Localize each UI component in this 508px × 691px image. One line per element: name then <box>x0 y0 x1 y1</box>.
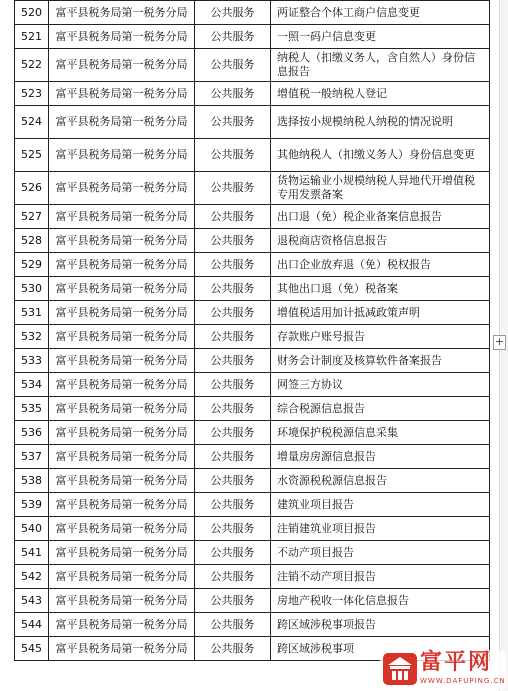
table-row <box>15 397 490 421</box>
row-number: 521 <box>15 25 49 49</box>
table-row <box>15 277 490 301</box>
row-item: 注销不动产项目报告 <box>271 565 490 589</box>
row-category: 公共服务 <box>195 49 271 82</box>
row-organization: 富平县税务局第一税务分局 <box>49 565 195 589</box>
row-category: 公共服务 <box>195 229 271 253</box>
row-number: 526 <box>15 172 49 205</box>
table-row <box>15 172 490 205</box>
row-number: 538 <box>15 469 49 493</box>
row-item: 综合税源信息报告 <box>271 397 490 421</box>
row-number: 527 <box>15 205 49 229</box>
table-row <box>15 493 490 517</box>
row-item: 跨区域涉税事项 <box>271 637 490 661</box>
row-number: 525 <box>15 139 49 172</box>
table-row <box>15 421 490 445</box>
row-item: 两证整合个体工商户信息变更 <box>271 1 490 25</box>
row-number: 531 <box>15 301 49 325</box>
row-item: 财务会计制度及核算软件备案报告 <box>271 349 490 373</box>
row-number: 539 <box>15 493 49 517</box>
row-number: 530 <box>15 277 49 301</box>
table-row <box>15 82 490 106</box>
row-organization: 富平县税务局第一税务分局 <box>49 349 195 373</box>
row-category: 公共服务 <box>195 301 271 325</box>
row-organization: 富平县税务局第一税务分局 <box>49 373 195 397</box>
row-item: 跨区域涉税事项报告 <box>271 613 490 637</box>
row-category: 公共服务 <box>195 82 271 106</box>
row-category: 公共服务 <box>195 373 271 397</box>
row-item: 注销建筑业项目报告 <box>271 517 490 541</box>
row-item: 选择按小规模纳税人纳税的情况说明 <box>271 106 490 139</box>
row-organization: 富平县税务局第一税务分局 <box>49 25 195 49</box>
watermark-site-name: 富平网 <box>420 650 493 675</box>
row-organization: 富平县税务局第一税务分局 <box>49 139 195 172</box>
row-organization: 富平县税务局第一税务分局 <box>49 229 195 253</box>
table-row <box>15 613 490 637</box>
services-table-body <box>15 1 490 661</box>
row-organization: 富平县税务局第一税务分局 <box>49 397 195 421</box>
watermark-site-url: WWW.DAFUPING.CN <box>420 677 506 685</box>
row-category: 公共服务 <box>195 541 271 565</box>
row-item: 房地产税收一体化信息报告 <box>271 589 490 613</box>
table-row <box>15 301 490 325</box>
row-number: 532 <box>15 325 49 349</box>
row-category: 公共服务 <box>195 205 271 229</box>
row-organization: 富平县税务局第一税务分局 <box>49 469 195 493</box>
row-number: 542 <box>15 565 49 589</box>
row-organization: 富平县税务局第一税务分局 <box>49 541 195 565</box>
row-item: 增值税适用加计抵减政策声明 <box>271 301 490 325</box>
row-category: 公共服务 <box>195 517 271 541</box>
table-row <box>15 1 490 25</box>
row-number: 522 <box>15 49 49 82</box>
row-item: 网签三方协议 <box>271 373 490 397</box>
table-row <box>15 49 490 82</box>
row-number: 535 <box>15 397 49 421</box>
row-organization: 富平县税务局第一税务分局 <box>49 493 195 517</box>
row-organization: 富平县税务局第一税务分局 <box>49 253 195 277</box>
row-number: 540 <box>15 517 49 541</box>
table-row <box>15 253 490 277</box>
services-table <box>14 0 490 661</box>
row-item: 增量房房源信息报告 <box>271 445 490 469</box>
row-organization: 富平县税务局第一税务分局 <box>49 445 195 469</box>
row-item: 纳税人（扣缴义务人，含自然人）身份信息报告 <box>271 49 490 82</box>
row-category: 公共服务 <box>195 589 271 613</box>
row-number: 536 <box>15 421 49 445</box>
row-category: 公共服务 <box>195 106 271 139</box>
row-category: 公共服务 <box>195 349 271 373</box>
table-row <box>15 565 490 589</box>
row-item: 存款账户账号报告 <box>271 325 490 349</box>
row-category: 公共服务 <box>195 277 271 301</box>
row-category: 公共服务 <box>195 493 271 517</box>
row-organization: 富平县税务局第一税务分局 <box>49 205 195 229</box>
row-category: 公共服务 <box>195 139 271 172</box>
row-organization: 富平县税务局第一税务分局 <box>49 613 195 637</box>
row-item: 出口企业放弃退（免）税权报告 <box>271 253 490 277</box>
row-number: 523 <box>15 82 49 106</box>
row-item: 退税商店资格信息报告 <box>271 229 490 253</box>
row-item: 增值税一般纳税人登记 <box>271 82 490 106</box>
table-row <box>15 469 490 493</box>
row-number: 524 <box>15 106 49 139</box>
table-row <box>15 325 490 349</box>
row-item: 建筑业项目报告 <box>271 493 490 517</box>
row-category: 公共服务 <box>195 25 271 49</box>
row-organization: 富平县税务局第一税务分局 <box>49 325 195 349</box>
row-organization: 富平县税务局第一税务分局 <box>49 637 195 661</box>
row-item: 其他纳税人（扣缴义务人）身份信息变更 <box>271 139 490 172</box>
row-category: 公共服务 <box>195 325 271 349</box>
row-item: 其他出口退（免）税备案 <box>271 277 490 301</box>
table-row <box>15 205 490 229</box>
row-number: 533 <box>15 349 49 373</box>
row-number: 543 <box>15 589 49 613</box>
row-organization: 富平县税务局第一税务分局 <box>49 106 195 139</box>
row-number: 537 <box>15 445 49 469</box>
row-organization: 富平县税务局第一税务分局 <box>49 277 195 301</box>
row-organization: 富平县税务局第一税务分局 <box>49 82 195 106</box>
row-number: 528 <box>15 229 49 253</box>
row-number: 541 <box>15 541 49 565</box>
row-number: 529 <box>15 253 49 277</box>
row-category: 公共服务 <box>195 469 271 493</box>
table-row <box>15 541 490 565</box>
row-organization: 富平县税务局第一税务分局 <box>49 589 195 613</box>
row-category: 公共服务 <box>195 637 271 661</box>
table-row <box>15 445 490 469</box>
row-organization: 富平县税务局第一税务分局 <box>49 1 195 25</box>
row-organization: 富平县税务局第一税务分局 <box>49 421 195 445</box>
table-row <box>15 139 490 172</box>
row-item: 环境保护税税源信息采集 <box>271 421 490 445</box>
row-number: 544 <box>15 613 49 637</box>
row-item: 不动产项目报告 <box>271 541 490 565</box>
row-organization: 富平县税务局第一税务分局 <box>49 517 195 541</box>
table-row <box>15 373 490 397</box>
row-number: 534 <box>15 373 49 397</box>
table-row <box>15 106 490 139</box>
table-row <box>15 349 490 373</box>
table-row <box>15 25 490 49</box>
row-organization: 富平县税务局第一税务分局 <box>49 301 195 325</box>
row-item: 一照一码户信息变更 <box>271 25 490 49</box>
row-item: 出口退（免）税企业备案信息报告 <box>271 205 490 229</box>
row-item: 货物运输业小规模纳税人异地代开增值税专用发票备案 <box>271 172 490 205</box>
table-row <box>15 589 490 613</box>
row-category: 公共服务 <box>195 421 271 445</box>
row-category: 公共服务 <box>195 1 271 25</box>
watermark <box>380 650 506 690</box>
row-item: 水资源税税源信息报告 <box>271 469 490 493</box>
row-category: 公共服务 <box>195 253 271 277</box>
row-category: 公共服务 <box>195 565 271 589</box>
row-category: 公共服务 <box>195 445 271 469</box>
table-row <box>15 229 490 253</box>
site-logo-icon <box>382 652 418 686</box>
row-category: 公共服务 <box>195 172 271 205</box>
row-organization: 富平县税务局第一税务分局 <box>49 49 195 82</box>
add-row-plus-icon[interactable]: + <box>494 335 505 348</box>
row-category: 公共服务 <box>195 397 271 421</box>
table-row <box>15 517 490 541</box>
row-number: 520 <box>15 1 49 25</box>
row-organization: 富平县税务局第一税务分局 <box>49 172 195 205</box>
row-number: 545 <box>15 637 49 661</box>
row-category: 公共服务 <box>195 613 271 637</box>
